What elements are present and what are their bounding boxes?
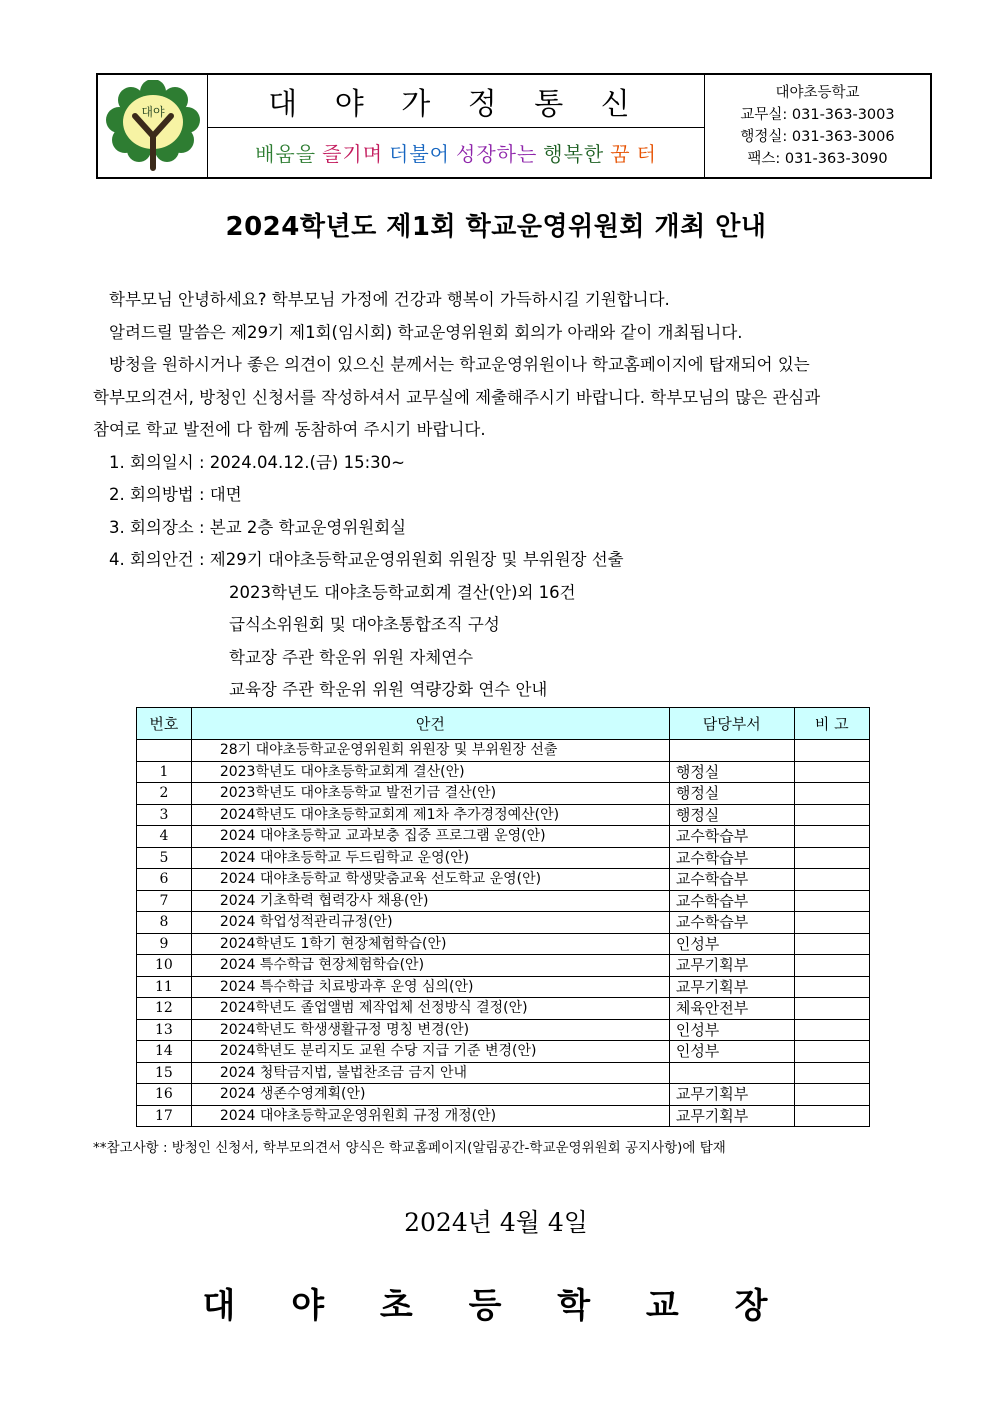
school-name: 대야초등학교 [775, 85, 860, 101]
cell-no: 12 [137, 998, 192, 1020]
cell-dept: 행정실 [669, 783, 794, 805]
cell-no: 1 [137, 761, 192, 783]
slogan-word: 더불어 [389, 142, 450, 166]
cell-no: 11 [137, 976, 192, 998]
table-row [137, 955, 870, 977]
table-row [137, 804, 870, 826]
table-row [137, 761, 870, 783]
cell-dept: 교무기획부 [669, 955, 794, 977]
cell-item: 2024학년도 분리지도 교원 수당 지급 기준 변경(안) [191, 1041, 669, 1063]
cell-no: 14 [137, 1041, 192, 1063]
agenda-extra-2: 급식소위원회 및 대야초통합조직 구성 [229, 615, 500, 634]
cell-dept: 행정실 [669, 761, 794, 783]
cell-item: 2024학년도 대야초등학교회계 제1차 추가경정예산(안) [191, 804, 669, 826]
school-logo-icon [105, 80, 201, 172]
cell-no: 2 [137, 783, 192, 805]
table-row [137, 869, 870, 891]
admin-phone: 행정실: 031-363-3006 [740, 129, 895, 145]
cell-note [794, 1041, 869, 1063]
cell-dept: 교무기획부 [669, 976, 794, 998]
agenda-table-body [137, 740, 870, 1127]
meeting-agenda: 4. 회의안건 : 제29기 대야초등학교운영위원회 위원장 및 부위원장 선출 [109, 550, 624, 569]
intro-paragraph-2: 알려드릴 말씀은 제29기 제1회(임시회) 학교운영위원회 회의가 아래와 같이 개최됩니다. [109, 322, 743, 342]
table-row [137, 1062, 870, 1084]
meeting-method: 2. 회의방법 : 대면 [109, 485, 242, 504]
cell-item: 2024 특수학급 현장체험학습(안) [191, 955, 669, 977]
table-row [137, 847, 870, 869]
table-row [137, 998, 870, 1020]
principal-signature: 대 야 초 등 학 교 장 [202, 1286, 790, 1326]
cell-note [794, 1062, 869, 1084]
cell-note [794, 890, 869, 912]
slogan-word: 성장하는 [456, 142, 538, 166]
cell-item: 2024 기초학력 협력강사 채용(안) [191, 890, 669, 912]
cell-item: 2024 대야초등학교 두드림학교 운영(안) [191, 847, 669, 869]
cell-note [794, 933, 869, 955]
cell-note [794, 847, 869, 869]
table-header-row [137, 708, 870, 740]
issue-date: 2024년 4월 4일 [404, 1208, 588, 1237]
cell-dept: 교수학습부 [669, 912, 794, 934]
intro-paragraph-3-line-1: 방청을 원하시거나 좋은 의견이 있으신 분께서는 학교운영위원이나 학교홈페이지에 탑재되어 있는 [109, 355, 810, 374]
cell-item: 2024 특수학급 치료방과후 운영 심의(안) [191, 976, 669, 998]
office-phone: 교무실: 031-363-3003 [740, 107, 895, 123]
header-note: 비 고 [794, 708, 869, 740]
table-row [137, 933, 870, 955]
cell-no: 17 [137, 1105, 192, 1127]
school-slogan [208, 128, 704, 177]
agenda-table [136, 707, 870, 1127]
cell-no: 7 [137, 890, 192, 912]
table-row [137, 783, 870, 805]
agenda-extra-1: 2023학년도 대야초등학교회계 결산(안)외 16건 [229, 582, 576, 602]
table-row [137, 912, 870, 934]
reference-note: **참고사항 : 방청인 신청서, 학부모의견서 양식은 학교홈페이지(알림공간-학교운영위원회 공지사항)에 탑재 [93, 1140, 726, 1156]
cell-dept: 교수학습부 [669, 826, 794, 848]
cell-no: 5 [137, 847, 192, 869]
cell-note [794, 783, 869, 805]
meeting-place: 3. 회의장소 : 본교 2층 학교운영위원회실 [109, 517, 407, 537]
cell-dept: 행정실 [669, 804, 794, 826]
cell-note [794, 955, 869, 977]
table-row [137, 1084, 870, 1106]
cell-item: 2024학년도 졸업앨범 제작업체 선정방식 결정(안) [191, 998, 669, 1020]
school-logo-cell [98, 75, 208, 177]
cell-dept: 인성부 [669, 1019, 794, 1041]
cell-note [794, 1084, 869, 1106]
table-row [137, 976, 870, 998]
header-no: 번호 [137, 708, 192, 740]
cell-item: 2024학년도 학생생활규정 명칭 변경(안) [191, 1019, 669, 1041]
cell-no: 16 [137, 1084, 192, 1106]
cell-note [794, 912, 869, 934]
logo-text: 대야 [140, 105, 165, 119]
cell-no: 15 [137, 1062, 192, 1084]
slogan-word: 꿈 [610, 142, 631, 166]
header-item: 안건 [191, 708, 669, 740]
table-row [137, 740, 870, 762]
cell-no: 10 [137, 955, 192, 977]
cell-note [794, 761, 869, 783]
cell-dept: 교무기획부 [669, 1105, 794, 1127]
cell-note [794, 826, 869, 848]
cell-dept: 교무기획부 [669, 1084, 794, 1106]
cell-no: 13 [137, 1019, 192, 1041]
cell-item: 28기 대야초등학교운영위원회 위원장 및 부위원장 선출 [191, 740, 669, 762]
cell-dept: 체육안전부 [669, 998, 794, 1020]
table-row [137, 1019, 870, 1041]
fax-number: 팩스: 031-363-3090 [747, 151, 888, 167]
table-row [137, 826, 870, 848]
cell-item: 2024학년도 1학기 현장체험학습(안) [191, 933, 669, 955]
letter-body [93, 284, 899, 707]
cell-item: 2024 생존수영계획(안) [191, 1084, 669, 1106]
cell-item: 2024 학업성적관리규정(안) [191, 912, 669, 934]
cell-dept: 교수학습부 [669, 890, 794, 912]
slogan-word: 터 [636, 142, 657, 166]
cell-no: 9 [137, 933, 192, 955]
slogan-word: 배움을 [255, 142, 317, 166]
agenda-extra-4: 교육장 주관 학운위 위원 역량강화 연수 안내 [229, 680, 548, 699]
cell-item: 2024 대야초등학교 교과보충 집중 프로그램 운영(안) [191, 826, 669, 848]
intro-paragraph-1: 학부모님 안녕하세요? 학부모님 가정에 건강과 행복이 가득하시길 기원합니다. [109, 290, 670, 309]
school-contact [705, 75, 930, 177]
cell-note [794, 804, 869, 826]
table-row [137, 1105, 870, 1127]
cell-item: 2023학년도 대야초등학교 발전기금 결산(안) [191, 783, 669, 805]
cell-dept [669, 740, 794, 762]
cell-dept: 교수학습부 [669, 869, 794, 891]
intro-paragraph-3-line-3: 참여로 학교 발전에 다 함께 동참하여 주시기 바랍니다. [93, 420, 486, 439]
cell-note [794, 998, 869, 1020]
agenda-extra-3: 학교장 주관 학운위 위원 자체연수 [229, 647, 474, 667]
cell-dept: 교수학습부 [669, 847, 794, 869]
cell-dept: 인성부 [669, 933, 794, 955]
cell-note [794, 869, 869, 891]
table-row [137, 890, 870, 912]
newsletter-title-row [208, 75, 704, 128]
newsletter-title: 대 야 가 정 통 신 [268, 87, 644, 122]
intro-paragraph-3-line-2: 학부모의견서, 방청인 신청서를 작성하셔서 교무실에 제출해주시기 바랍니다. 학부모님의 많은 관심과 [93, 387, 821, 407]
cell-note [794, 740, 869, 762]
slogan-word: 즐기며 [322, 142, 384, 166]
slogan-word: 행복한 [543, 142, 605, 166]
header-dept: 담당부서 [669, 708, 794, 740]
cell-no: 8 [137, 912, 192, 934]
cell-dept: 인성부 [669, 1041, 794, 1063]
table-row [137, 1041, 870, 1063]
cell-note [794, 1019, 869, 1041]
document-title: 2024학년도 제1회 학교운영위원회 개최 안내 [225, 212, 767, 242]
cell-item: 2024 청탁금지법, 불법찬조금 금지 안내 [191, 1062, 669, 1084]
cell-no: 6 [137, 869, 192, 891]
cell-no [137, 740, 192, 762]
cell-item: 2023학년도 대야초등학교회계 결산(안) [191, 761, 669, 783]
cell-item: 2024 대야초등학교운영위원회 규정 개정(안) [191, 1105, 669, 1127]
cell-no: 4 [137, 826, 192, 848]
cell-item: 2024 대야초등학교 학생맞춤교육 선도학교 운영(안) [191, 869, 669, 891]
cell-dept [669, 1062, 794, 1084]
cell-note [794, 976, 869, 998]
meeting-datetime: 1. 회의일시 : 2024.04.12.(금) 15:30~ [109, 452, 405, 472]
cell-note [794, 1105, 869, 1127]
header-title-cell [208, 75, 705, 177]
cell-no: 3 [137, 804, 192, 826]
newsletter-header [96, 73, 932, 179]
